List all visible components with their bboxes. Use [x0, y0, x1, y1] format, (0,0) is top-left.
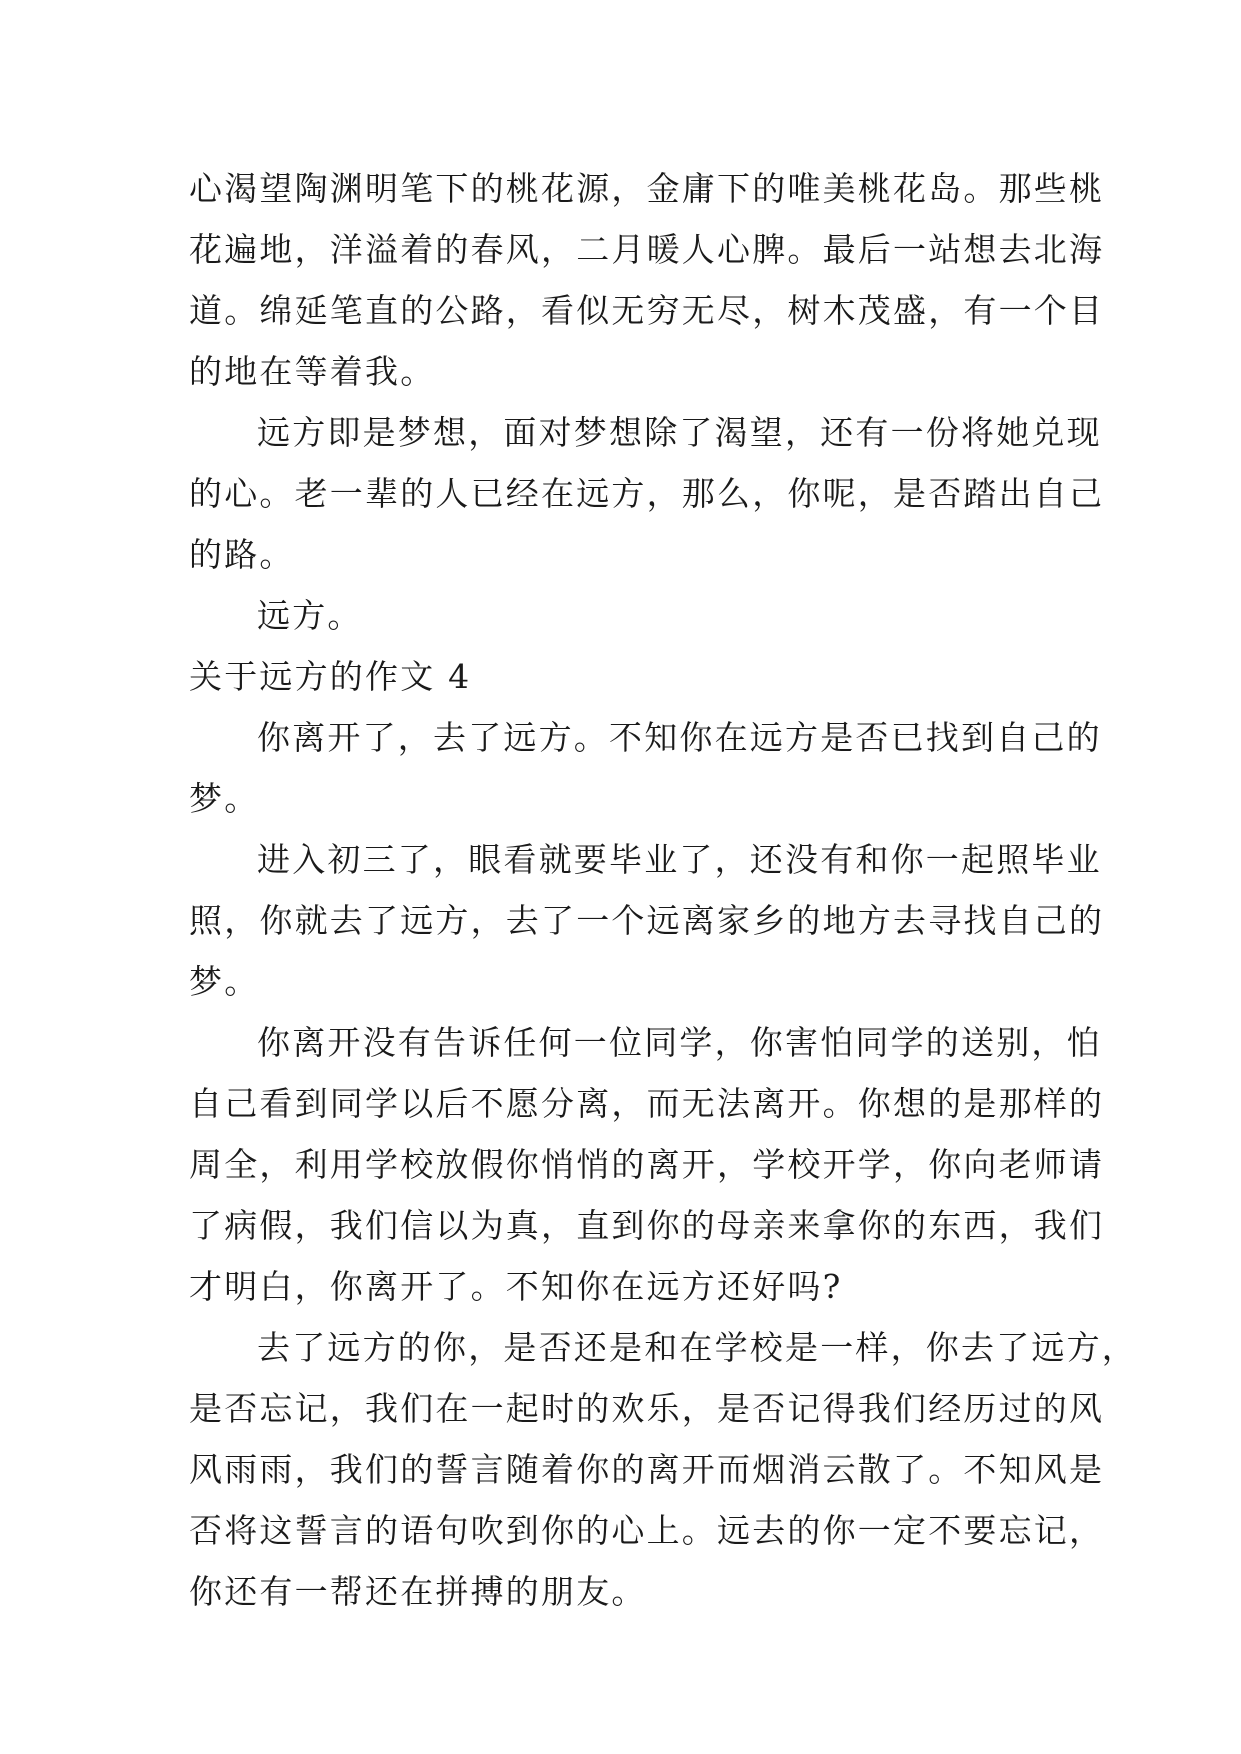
text-line: 远方即是梦想，面对梦想除了渴望，还有一份将她兑现 [257, 413, 1102, 452]
text-line: 才明白，你离开了。不知你在远方还好吗? [189, 1267, 843, 1306]
text-line: 的路。 [189, 535, 295, 574]
text-line: 你离开没有告诉任何一位同学，你害怕同学的送别，怕 [257, 1023, 1102, 1062]
text-line: 自己看到同学以后不愿分离，而无法离开。你想的是那样的 [189, 1084, 1105, 1123]
text-line: 了病假，我们信以为真，直到你的母亲来拿你的东西，我们 [189, 1206, 1105, 1245]
paragraph-7 [189, 1317, 1137, 1622]
text-line: 进入初三了，眼看就要毕业了，还没有和你一起照毕业 [257, 840, 1102, 879]
text-line: 心渴望陶渊明笔下的桃花源，金庸下的唯美桃花岛。那些桃 [189, 169, 1105, 208]
text-line: 去了远方的你，是否还是和在学校是一样，你去了远方， [257, 1328, 1137, 1367]
section-heading: 关于远方的作文 4 [189, 657, 472, 696]
paragraph-5 [189, 829, 1105, 1012]
text-line: 梦。 [189, 779, 260, 818]
paragraph-4 [189, 707, 1102, 829]
paragraph-6 [189, 1012, 1105, 1317]
text-line: 道。绵延笔直的公路，看似无穷无尽，树木茂盛，有一个目 [189, 291, 1105, 330]
paragraph-1 [189, 158, 1105, 402]
document-body [189, 158, 1137, 1622]
text-line: 是否忘记，我们在一起时的欢乐，是否记得我们经历过的风 [189, 1389, 1105, 1428]
text-line: 花遍地，洋溢着的春风，二月暖人心脾。最后一站想去北海 [189, 230, 1105, 269]
text-line: 你离开了，去了远方。不知你在远方是否已找到自己的 [257, 718, 1102, 757]
text-line: 你还有一帮还在拼搏的朋友。 [189, 1572, 647, 1611]
text-line: 的心。老一辈的人已经在远方，那么，你呢，是否踏出自己 [189, 474, 1105, 513]
paragraph-3 [189, 585, 1057, 646]
text-line: 梦。 [189, 962, 260, 1001]
text-line: 的地在等着我。 [189, 352, 436, 391]
text-line: 远方。 [257, 596, 363, 635]
paragraph-2 [189, 402, 1105, 585]
text-line: 周全，利用学校放假你悄悄的离开，学校开学，你向老师请 [189, 1145, 1105, 1184]
text-line: 风雨雨，我们的誓言随着你的离开而烟消云散了。不知风是 [189, 1450, 1105, 1489]
text-line: 照，你就去了远方，去了一个远离家乡的地方去寻找自己的 [189, 901, 1105, 940]
text-line: 否将这誓言的语句吹到你的心上。远去的你一定不要忘记， [189, 1511, 1105, 1550]
